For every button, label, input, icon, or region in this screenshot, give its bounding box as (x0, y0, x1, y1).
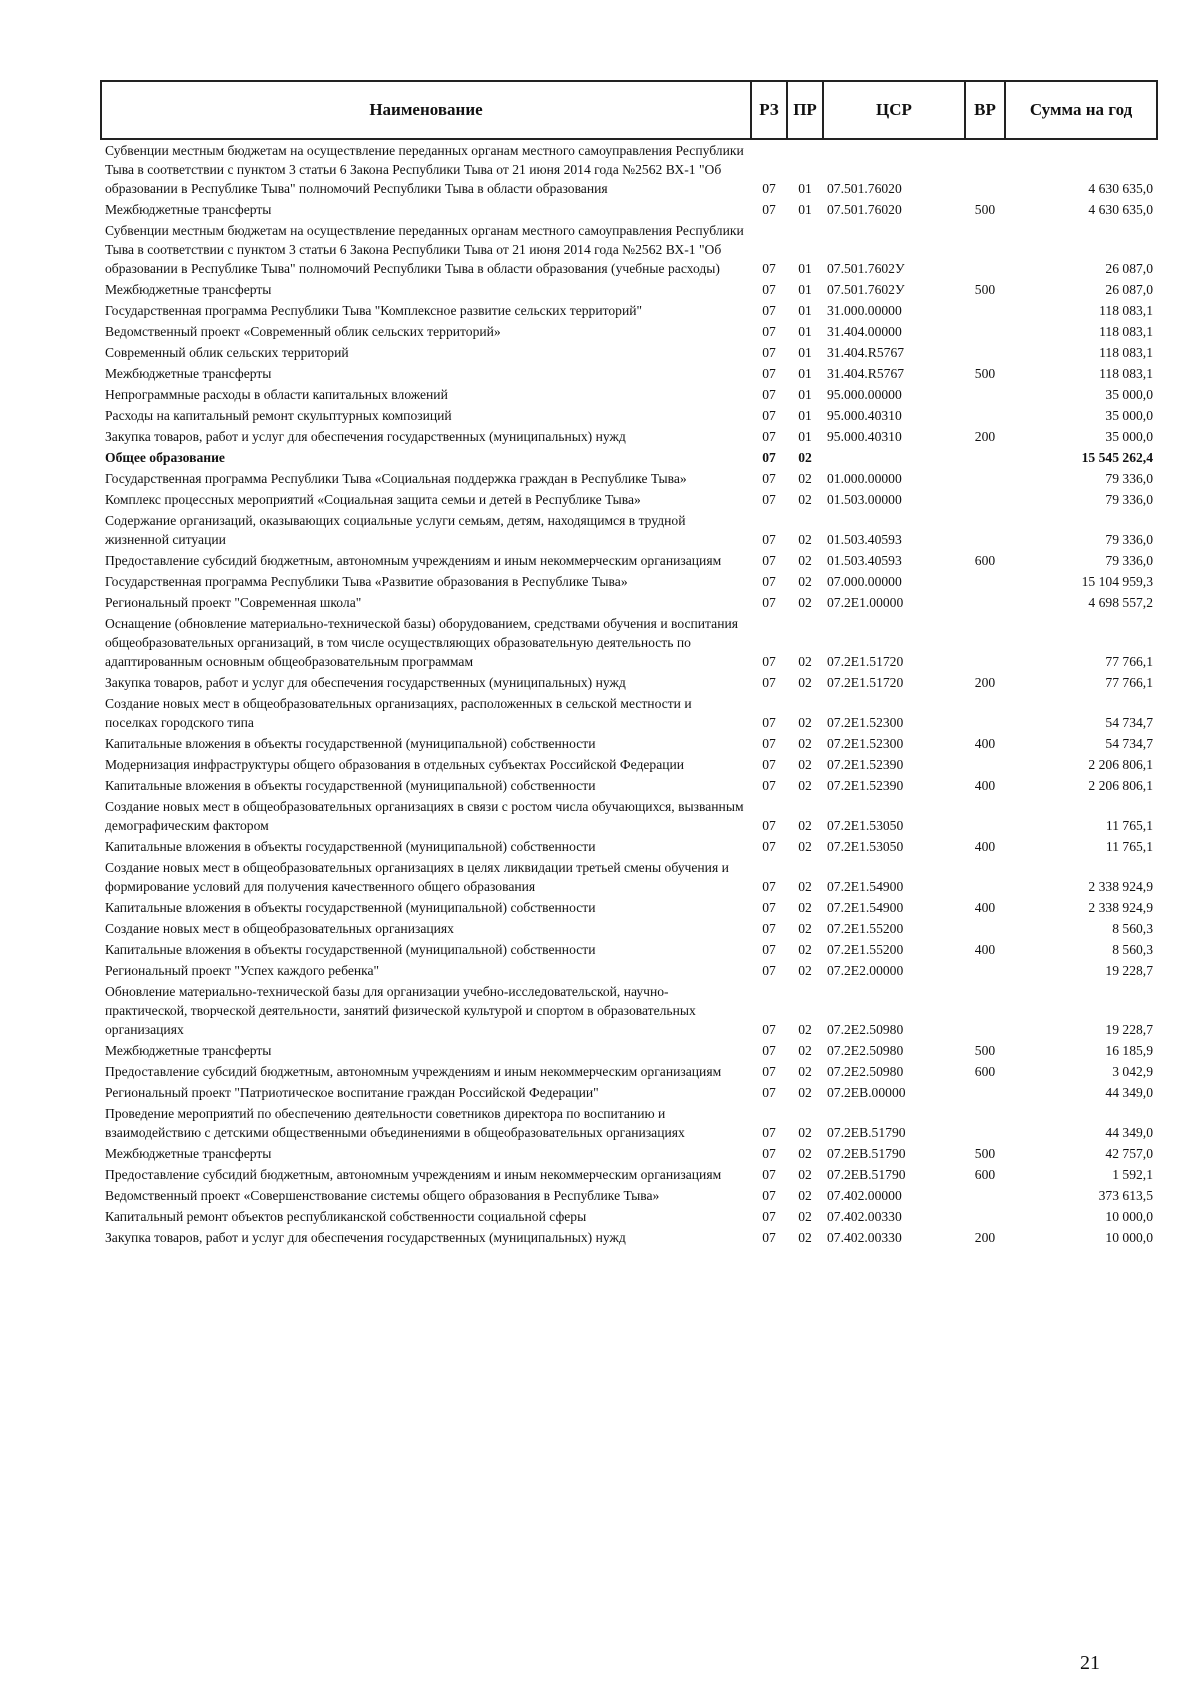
cell-pr: 01 (798, 366, 812, 381)
cell-name: Межбюджетные трансферты (105, 366, 272, 381)
cell-rz: 07 (762, 921, 776, 936)
cell-sum: 4 630 635,0 (1088, 202, 1153, 217)
table-row (101, 279, 1157, 300)
cell-name: Комплекс процессных мероприятий «Социальная защита семьи и детей в Республике Тыва» (105, 492, 641, 507)
cell-vr (965, 300, 1005, 321)
table-row (101, 1164, 1157, 1185)
table-row (101, 342, 1157, 363)
cell-name: Создание новых мест в общеобразовательных организациях (105, 921, 454, 936)
cell-pr: 02 (798, 1230, 812, 1245)
cell-name: Капитальные вложения в объекты государственной (муниципальной) собственности (105, 736, 596, 751)
table-row (101, 960, 1157, 981)
table-body (101, 139, 1157, 1248)
cell-csr: 07.2Е1.52300 (827, 715, 904, 730)
cell-csr: 07.2Е1.54900 (827, 900, 904, 915)
cell-name: Закупка товаров, работ и услуг для обеспечения государственных (муниципальных) нужд (105, 1230, 626, 1245)
cell-sum: 3 042,9 (1112, 1064, 1153, 1079)
header-rz: РЗ (751, 81, 787, 139)
cell-vr (965, 1103, 1005, 1143)
cell-rz: 07 (762, 553, 776, 568)
cell-vr: 200 (974, 675, 996, 690)
cell-csr: 07.2ЕВ.51790 (827, 1167, 906, 1182)
cell-name: Общее образование (105, 450, 225, 465)
table-row (101, 1206, 1157, 1227)
cell-rz: 07 (762, 303, 776, 318)
cell-name: Межбюджетные трансферты (105, 1043, 272, 1058)
cell-rz: 07 (762, 1064, 776, 1079)
cell-csr: 07.2Е1.51720 (827, 675, 904, 690)
table-row (101, 405, 1157, 426)
cell-pr: 01 (798, 282, 812, 297)
cell-rz: 07 (762, 574, 776, 589)
cell-vr: 500 (974, 1146, 996, 1161)
cell-name: Региональный проект "Патриотическое воспитание граждан Российской Федерации" (105, 1085, 599, 1100)
cell-vr: 500 (974, 202, 996, 217)
cell-vr (965, 857, 1005, 897)
table-row (101, 1227, 1157, 1248)
cell-name: Ведомственный проект «Совершенствование системы общего образования в Республике Тыва» (105, 1188, 660, 1203)
cell-vr (965, 405, 1005, 426)
cell-pr: 01 (798, 202, 812, 217)
cell-sum: 19 228,7 (1105, 1022, 1153, 1037)
cell-rz: 07 (762, 387, 776, 402)
cell-vr (965, 571, 1005, 592)
cell-rz: 07 (762, 324, 776, 339)
table-row (101, 426, 1157, 447)
cell-csr: 01.000.00000 (827, 471, 902, 486)
cell-name: Государственная программа Республики Тыва «Развитие образования в Республике Тыва» (105, 574, 628, 589)
cell-pr: 02 (798, 879, 812, 894)
cell-vr (965, 918, 1005, 939)
cell-name: Государственная программа Республики Тыва «Социальная поддержка граждан в Республике Тыва» (105, 471, 687, 486)
cell-pr: 02 (798, 736, 812, 751)
cell-pr: 02 (798, 839, 812, 854)
cell-sum: 4 698 557,2 (1088, 595, 1153, 610)
cell-name: Предоставление субсидий бюджетным, автономным учреждениям и иным некоммерческим организациям (105, 553, 722, 568)
cell-name: Оснащение (обновление материально-технической базы) оборудованием, средствами обучения и воспитания общеобразовательных организаций, в том числе осуществляющих образовательную деятельность по адаптированным основным общеобразовательным программам (105, 616, 738, 669)
cell-pr: 01 (798, 261, 812, 276)
cell-vr (965, 384, 1005, 405)
cell-pr: 02 (798, 471, 812, 486)
cell-pr: 02 (798, 675, 812, 690)
cell-sum: 79 336,0 (1105, 553, 1153, 568)
cell-rz: 07 (762, 879, 776, 894)
table-row (101, 836, 1157, 857)
cell-sum: 19 228,7 (1105, 963, 1153, 978)
cell-vr: 500 (974, 282, 996, 297)
cell-name: Межбюджетные трансферты (105, 282, 272, 297)
cell-vr: 400 (974, 736, 996, 751)
cell-pr: 02 (798, 1146, 812, 1161)
cell-name: Современный облик сельских территорий (105, 345, 349, 360)
cell-sum: 118 083,1 (1099, 324, 1153, 339)
cell-vr (965, 693, 1005, 733)
cell-csr: 07.501.7602У (827, 261, 905, 276)
cell-pr: 02 (798, 1125, 812, 1140)
cell-name: Региональный проект "Современная школа" (105, 595, 362, 610)
table-row (101, 384, 1157, 405)
cell-csr: 07.501.76020 (827, 202, 902, 217)
cell-csr: 07.2Е2.00000 (827, 963, 904, 978)
cell-csr: 07.402.00330 (827, 1230, 902, 1245)
cell-rz: 07 (762, 757, 776, 772)
cell-vr (965, 321, 1005, 342)
cell-csr: 07.2Е1.51720 (827, 654, 904, 669)
table-row (101, 693, 1157, 733)
cell-vr: 600 (974, 1064, 996, 1079)
cell-sum: 16 185,9 (1105, 1043, 1153, 1058)
cell-name: Обновление материально-технической базы для организации учебно-исследовательской, научно-практической, творческой деятельности, занятий физической культурой и спортом в образовательных организациях (105, 984, 696, 1037)
cell-pr: 02 (798, 818, 812, 833)
cell-name: Капитальные вложения в объекты государственной (муниципальной) собственности (105, 839, 596, 854)
table-row (101, 939, 1157, 960)
cell-sum: 11 765,1 (1105, 818, 1153, 833)
cell-name: Непрограммные расходы в области капитальных вложений (105, 387, 448, 402)
cell-pr: 02 (798, 1209, 812, 1224)
cell-csr: 07.402.00000 (827, 1188, 902, 1203)
cell-rz: 07 (762, 282, 776, 297)
cell-csr: 07.000.00000 (827, 574, 902, 589)
cell-rz: 07 (762, 532, 776, 547)
table-row (101, 571, 1157, 592)
cell-pr: 02 (798, 921, 812, 936)
cell-vr (965, 510, 1005, 550)
cell-sum: 2 338 924,9 (1088, 900, 1153, 915)
cell-name: Проведение мероприятий по обеспечению деятельности советников директора по воспитанию и взаимодействию с детскими общественными объединениями в общеобразовательных организациях (105, 1106, 685, 1140)
table-row (101, 321, 1157, 342)
cell-sum: 35 000,0 (1105, 408, 1153, 423)
cell-name: Региональный проект "Успех каждого ребенка" (105, 963, 380, 978)
cell-sum: 77 766,1 (1105, 675, 1153, 690)
cell-vr (965, 1206, 1005, 1227)
cell-vr: 400 (974, 900, 996, 915)
cell-name: Межбюджетные трансферты (105, 202, 272, 217)
cell-sum: 15 104 959,3 (1081, 574, 1153, 589)
cell-name: Содержание организаций, оказывающих социальные услуги семьям, детям, находящимся в трудной жизненной ситуации (105, 513, 686, 547)
cell-csr: 31.404.R5767 (827, 366, 905, 381)
cell-csr: 31.000.00000 (827, 303, 902, 318)
cell-sum: 8 560,3 (1112, 921, 1153, 936)
cell-sum: 79 336,0 (1105, 492, 1153, 507)
cell-csr: 95.000.40310 (827, 429, 902, 444)
cell-sum: 42 757,0 (1105, 1146, 1153, 1161)
page-number: 21 (1080, 1652, 1100, 1674)
table-row (101, 468, 1157, 489)
cell-pr: 02 (798, 492, 812, 507)
cell-pr: 02 (798, 757, 812, 772)
cell-pr: 02 (798, 654, 812, 669)
cell-csr: 01.503.40593 (827, 532, 902, 547)
cell-vr (965, 139, 1005, 199)
cell-sum: 2 338 924,9 (1088, 879, 1153, 894)
cell-rz: 07 (762, 1085, 776, 1100)
cell-sum: 44 349,0 (1105, 1125, 1153, 1140)
cell-name: Закупка товаров, работ и услуг для обеспечения государственных (муниципальных) нужд (105, 429, 626, 444)
cell-sum: 373 613,5 (1098, 1188, 1153, 1203)
cell-sum: 77 766,1 (1105, 654, 1153, 669)
cell-rz: 07 (762, 1209, 776, 1224)
cell-sum: 15 545 262,4 (1081, 450, 1153, 465)
cell-csr: 07.501.76020 (827, 181, 902, 196)
cell-name: Расходы на капитальный ремонт скульптурных композиций (105, 408, 452, 423)
cell-vr: 600 (974, 553, 996, 568)
cell-vr: 400 (974, 942, 996, 957)
cell-rz: 07 (762, 366, 776, 381)
cell-name: Государственная программа Республики Тыва "Комплексное развитие сельских территорий" (105, 303, 643, 318)
cell-vr (965, 796, 1005, 836)
cell-rz: 07 (762, 1146, 776, 1161)
cell-sum: 2 206 806,1 (1088, 757, 1153, 772)
table-row (101, 1185, 1157, 1206)
table-row (101, 796, 1157, 836)
cell-rz: 07 (762, 963, 776, 978)
table-row (101, 613, 1157, 672)
cell-sum: 44 349,0 (1105, 1085, 1153, 1100)
table-row (101, 672, 1157, 693)
cell-pr: 01 (798, 345, 812, 360)
cell-rz: 07 (762, 778, 776, 793)
cell-csr: 07.402.00330 (827, 1209, 902, 1224)
cell-pr: 01 (798, 387, 812, 402)
cell-pr: 02 (798, 1085, 812, 1100)
cell-sum: 118 083,1 (1099, 366, 1153, 381)
cell-csr: 07.2Е2.50980 (827, 1043, 904, 1058)
cell-name: Закупка товаров, работ и услуг для обеспечения государственных (муниципальных) нужд (105, 675, 626, 690)
cell-vr (965, 220, 1005, 279)
cell-sum: 2 206 806,1 (1088, 778, 1153, 793)
cell-rz: 07 (762, 1022, 776, 1037)
header-sum: Сумма на год (1005, 81, 1157, 139)
header-csr: ЦСР (823, 81, 965, 139)
cell-csr: 01.503.40593 (827, 553, 902, 568)
table-row (101, 1082, 1157, 1103)
cell-name: Субвенции местным бюджетам на осуществление переданных органам местного самоуправления Республики Тыва в соответствии с пунктом 3 статьи 6 Закона Республики Тыва от 21 июня 2014 года №2562 ВХ-1 "Об образовании в Республике Тыва" полномочий Республики Тыва в области образования (105, 143, 744, 196)
cell-rz: 07 (762, 202, 776, 217)
cell-pr: 02 (798, 1188, 812, 1203)
cell-name: Предоставление субсидий бюджетным, автономным учреждениям и иным некоммерческим организациям (105, 1167, 722, 1182)
table-row (101, 220, 1157, 279)
table-row (101, 1040, 1157, 1061)
cell-csr: 07.2Е2.50980 (827, 1064, 904, 1079)
cell-sum: 10 000,0 (1105, 1209, 1153, 1224)
cell-vr (965, 468, 1005, 489)
cell-csr: 07.501.7602У (827, 282, 905, 297)
cell-rz: 07 (762, 450, 776, 465)
cell-sum: 1 592,1 (1112, 1167, 1153, 1182)
cell-name: Модернизация инфраструктуры общего образования в отдельных субъектах Российской Федерации (105, 757, 685, 772)
cell-pr: 02 (798, 715, 812, 730)
cell-rz: 07 (762, 429, 776, 444)
cell-rz: 07 (762, 1230, 776, 1245)
cell-name: Создание новых мест в общеобразовательных организациях, расположенных в сельской местности и поселках городского типа (105, 696, 692, 730)
cell-rz: 07 (762, 736, 776, 751)
cell-name: Капитальные вложения в объекты государственной (муниципальной) собственности (105, 778, 596, 793)
cell-csr: 07.2ЕВ.00000 (827, 1085, 906, 1100)
cell-csr (823, 447, 965, 468)
cell-pr: 02 (798, 553, 812, 568)
table-row (101, 510, 1157, 550)
cell-csr: 07.2Е2.50980 (827, 1022, 904, 1037)
table-row (101, 139, 1157, 199)
cell-vr (965, 1185, 1005, 1206)
cell-csr: 07.2Е1.52300 (827, 736, 904, 751)
cell-pr: 02 (798, 532, 812, 547)
cell-vr (965, 592, 1005, 613)
cell-pr: 02 (798, 450, 812, 465)
cell-rz: 07 (762, 345, 776, 360)
table-row (101, 754, 1157, 775)
table-row (101, 300, 1157, 321)
cell-csr: 07.2Е1.53050 (827, 818, 904, 833)
cell-vr: 200 (974, 1230, 996, 1245)
cell-name: Предоставление субсидий бюджетным, автономным учреждениям и иным некоммерческим организациям (105, 1064, 722, 1079)
cell-rz: 07 (762, 492, 776, 507)
cell-csr: 07.2Е1.55200 (827, 942, 904, 957)
cell-name: Ведомственный проект «Современный облик сельских территорий» (105, 324, 501, 339)
cell-csr: 95.000.40310 (827, 408, 902, 423)
cell-rz: 07 (762, 181, 776, 196)
cell-name: Создание новых мест в общеобразовательных организациях в связи с ростом числа обучающихся, вызванным демографическим фактором (105, 799, 744, 833)
cell-vr (965, 1082, 1005, 1103)
cell-rz: 07 (762, 1125, 776, 1140)
cell-csr: 95.000.00000 (827, 387, 902, 402)
table-row (101, 199, 1157, 220)
table-header (101, 81, 1157, 139)
cell-sum: 35 000,0 (1105, 429, 1153, 444)
table-row (101, 1103, 1157, 1143)
cell-rz: 07 (762, 1167, 776, 1182)
cell-rz: 07 (762, 595, 776, 610)
cell-sum: 35 000,0 (1105, 387, 1153, 402)
cell-vr (965, 342, 1005, 363)
cell-pr: 02 (798, 574, 812, 589)
cell-pr: 02 (798, 595, 812, 610)
cell-rz: 07 (762, 839, 776, 854)
cell-name: Капитальные вложения в объекты государственной (муниципальной) собственности (105, 900, 596, 915)
cell-rz: 07 (762, 408, 776, 423)
cell-csr: 31.404.R5767 (827, 345, 905, 360)
cell-pr: 02 (798, 778, 812, 793)
cell-pr: 02 (798, 1064, 812, 1079)
cell-sum: 79 336,0 (1105, 532, 1153, 547)
table-row (101, 592, 1157, 613)
cell-sum: 118 083,1 (1099, 345, 1153, 360)
cell-rz: 07 (762, 900, 776, 915)
cell-csr: 07.2Е1.52390 (827, 778, 904, 793)
table-row (101, 775, 1157, 796)
cell-sum: 10 000,0 (1105, 1230, 1153, 1245)
cell-sum: 8 560,3 (1112, 942, 1153, 957)
cell-rz: 07 (762, 471, 776, 486)
table-row (101, 363, 1157, 384)
cell-csr: 07.2Е1.00000 (827, 595, 904, 610)
cell-csr: 07.2Е1.52390 (827, 757, 904, 772)
cell-csr: 07.2ЕВ.51790 (827, 1146, 906, 1161)
cell-rz: 07 (762, 261, 776, 276)
cell-vr (965, 981, 1005, 1040)
cell-pr: 01 (798, 429, 812, 444)
cell-sum: 118 083,1 (1099, 303, 1153, 318)
cell-csr: 07.2Е1.55200 (827, 921, 904, 936)
cell-pr: 02 (798, 942, 812, 957)
cell-pr: 02 (798, 1022, 812, 1037)
table-row (101, 897, 1157, 918)
header-name: Наименование (101, 81, 751, 139)
cell-pr: 01 (798, 303, 812, 318)
cell-sum: 54 734,7 (1105, 715, 1153, 730)
cell-vr: 400 (974, 778, 996, 793)
cell-sum: 26 087,0 (1105, 282, 1153, 297)
cell-sum: 79 336,0 (1105, 471, 1153, 486)
cell-rz: 07 (762, 715, 776, 730)
cell-vr: 500 (974, 1043, 996, 1058)
cell-pr: 02 (798, 900, 812, 915)
cell-csr: 07.2Е1.53050 (827, 839, 904, 854)
cell-vr (965, 960, 1005, 981)
header-pr: ПР (787, 81, 823, 139)
cell-vr: 600 (974, 1167, 996, 1182)
table-row (101, 857, 1157, 897)
cell-sum: 54 734,7 (1105, 736, 1153, 751)
cell-pr: 01 (798, 181, 812, 196)
cell-sum: 4 630 635,0 (1088, 181, 1153, 196)
cell-name: Межбюджетные трансферты (105, 1146, 272, 1161)
cell-vr: 200 (974, 429, 996, 444)
cell-rz: 07 (762, 654, 776, 669)
cell-name: Субвенции местным бюджетам на осуществление переданных органам местного самоуправления Республики Тыва в соответствии с пунктом 3 статьи 6 Закона Республики Тыва от 21 июня 2014 года №2562 ВХ-1 "Об образовании в Республике Тыва" полномочий Республики Тыва в области образования (учебные расходы) (105, 223, 744, 276)
cell-pr: 02 (798, 1167, 812, 1182)
table-row (101, 1061, 1157, 1082)
cell-name: Создание новых мест в общеобразовательных организациях в целях ликвидации третьей смены обучения и формирование условий для получения качественного общего образования (105, 860, 729, 894)
cell-vr (965, 447, 1005, 468)
cell-rz: 07 (762, 818, 776, 833)
cell-pr: 01 (798, 324, 812, 339)
table-row (101, 1143, 1157, 1164)
cell-vr: 500 (974, 366, 996, 381)
table-row (101, 550, 1157, 571)
cell-csr: 31.404.00000 (827, 324, 902, 339)
table-row (101, 981, 1157, 1040)
cell-rz: 07 (762, 942, 776, 957)
table-row (101, 918, 1157, 939)
table-row (101, 447, 1157, 468)
cell-vr (965, 613, 1005, 672)
table-row (101, 489, 1157, 510)
cell-name: Капитальный ремонт объектов республиканской собственности социальной сферы (105, 1209, 587, 1224)
cell-vr (965, 489, 1005, 510)
cell-rz: 07 (762, 1043, 776, 1058)
cell-rz: 07 (762, 1188, 776, 1203)
cell-sum: 26 087,0 (1105, 261, 1153, 276)
cell-csr: 07.2ЕВ.51790 (827, 1125, 906, 1140)
cell-vr (965, 754, 1005, 775)
cell-pr: 01 (798, 408, 812, 423)
cell-vr: 400 (974, 839, 996, 854)
cell-name: Капитальные вложения в объекты государственной (муниципальной) собственности (105, 942, 596, 957)
cell-rz: 07 (762, 675, 776, 690)
header-vr: ВР (965, 81, 1005, 139)
cell-pr: 02 (798, 1043, 812, 1058)
cell-sum: 11 765,1 (1105, 839, 1153, 854)
table-row (101, 733, 1157, 754)
cell-csr: 07.2Е1.54900 (827, 879, 904, 894)
budget-table (100, 80, 1158, 1248)
cell-csr: 01.503.00000 (827, 492, 902, 507)
cell-pr: 02 (798, 963, 812, 978)
